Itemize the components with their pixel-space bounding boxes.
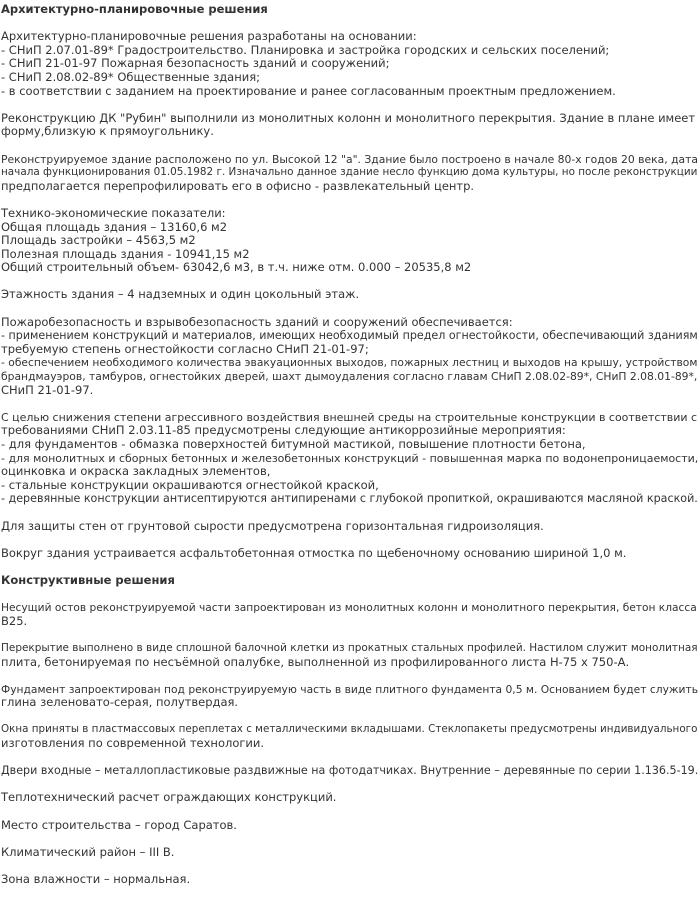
- text-line: - применением конструкций и материалов, имеющих необходимый предел огнестойкости, обеспечивающий зданиям: [1, 329, 698, 343]
- text-line: - обеспечением необходимого количества эвакуационных выходов, пожарных лестниц и выходов на крышу, устройством: [1, 356, 698, 370]
- text-line: Общий строительный объем- 63042,6 м3, в т.ч. ниже отм. 0.000 – 20535,8 м2: [1, 260, 472, 275]
- text-line: Двери входные – металлопластиковые раздвижные на фотодатчиках. Внутренние – деревянные по серии 1.136.5-19.: [1, 764, 699, 778]
- text-line: Несущий остов реконструируемой части запроектирован из монолитных колонн и монолитного перекрытия, бетон класса: [1, 601, 697, 615]
- text-line: - СНиП 2.08.02-89* Общественные здания;: [1, 69, 261, 84]
- text-line: - для монолитных и сборных бетонных и железобетонных конструкций - повышенная марка по водонепроницаемости,: [1, 451, 699, 465]
- text-line: Реконструкцию ДК "Рубин" выполнили из монолитных колонн и монолитного перекрытия. Здание в плане имеет: [1, 110, 696, 125]
- paragraph: [1, 601, 700, 628]
- text-line: - СНиП 21-01-97 Пожарная безопасность зданий и сооружений;: [1, 56, 390, 71]
- text-line: - СНиП 2.07.01-89* Градостроительство. Планировка и застройка городских и сельских поселений;: [1, 42, 610, 57]
- paragraph: [1, 411, 700, 506]
- paragraph: [1, 520, 700, 534]
- paragraph: [1, 547, 700, 561]
- text-line: Теплотехнический расчет ограждающих конструкций.: [1, 790, 337, 805]
- text-line: Окна приняты в пластмассовых переплетах с металлическими вкладышами. Стеклопакеты предусмотрены индивидуального: [1, 723, 698, 736]
- text-line: Общая площадь здания – 13160,6 м2: [1, 219, 228, 234]
- text-line: - в соответствии с заданием на проектирование и ранее согласованным проектным предложением.: [1, 83, 616, 98]
- text-line: Фундамент запроектирован под реконструируемую часть в виде плитного фундамента 0,5 м. Основанием будет служить: [1, 682, 699, 696]
- text-line: начала функционирования 01.05.1982 г. Изначально данное здание несло функцию дома культуры, но после реконструкции: [1, 166, 698, 179]
- text-line: Полезная площадь здания - 10941,15 м2: [1, 246, 250, 261]
- text-line: - для фундаментов - обмазка поверхностей битумной мастикой, повышение плотности бетона,: [1, 437, 586, 451]
- paragraph: [1, 846, 700, 860]
- text-line: Архитектурно-планировочные решения разработаны на основании:: [1, 29, 417, 44]
- text-line: Место строительства – город Саратов.: [1, 817, 237, 832]
- text-line: оцинковка и окраска закладных элементов,: [1, 464, 271, 479]
- text-line: С целью снижения степени агрессивного воздействия внешней среды на строительные конструкции в соответствии с: [1, 410, 698, 424]
- text-line: Перекрытие выполнено в виде сплошной балочной клетки из прокатных стальных профилей. Настилом служит монолитная: [1, 641, 698, 654]
- section-heading-architecture: Архитектурно-планировочные решения: [1, 2, 268, 16]
- text-line: изготовления по современной технологии.: [1, 736, 265, 751]
- paragraph: [1, 819, 700, 833]
- paragraph: [1, 153, 700, 194]
- paragraph: [1, 30, 700, 98]
- text-line: Для защиты стен от грунтовой сырости предусмотрена горизонтальная гидроизоляция.: [1, 518, 544, 533]
- paragraph: [1, 642, 700, 669]
- text-line: плита, бетонируемая по несъёмной опалубке, выполненной из профилированного листа Н-75 х 750-А.: [1, 654, 630, 669]
- text-line: Площадь застройки – 4563,5 м2: [1, 233, 196, 248]
- text-line: Этажность здания – 4 надземных и один цокольный этаж.: [1, 287, 360, 302]
- paragraph: [1, 764, 700, 778]
- text-line: Зона влажности – нормальная.: [1, 872, 191, 886]
- text-line: требуемую степень огнестойкости согласно СНиП 21-01-97;: [1, 341, 369, 356]
- text-line: - стальные конструкции окрашиваются огнестойкой краской,: [1, 477, 379, 492]
- text-line: Климатический район – III В.: [1, 844, 175, 859]
- text-line: требованиями СНиП 2.03.11-85 предусмотрены следующие антикоррозийные мероприятия:: [1, 423, 566, 438]
- text-line: СНиП 21-01-97.: [1, 382, 94, 397]
- text-line: брандмауэров, тамбуров, огнестойких дверей, шахт дымоудаления согласно главам СНиП 2.08.02-89*, СНиП 2.08.01-89*,: [1, 370, 698, 384]
- section-heading-structural: Конструктивные решения: [1, 572, 175, 587]
- text-line: предполагается перепрофилировать его в офисно - развлекательный центр.: [1, 178, 475, 193]
- paragraph: [1, 791, 700, 805]
- text-line: Пожаробезопасность и взрывобезопасность зданий и сооружений обеспечивается:: [1, 314, 513, 329]
- paragraph: [1, 288, 700, 302]
- text-line: Технико-экономические показатели:: [1, 205, 226, 220]
- paragraph: [1, 683, 700, 710]
- paragraph: [1, 316, 700, 398]
- text-line: В25.: [1, 613, 28, 628]
- text-line: форму,близкую к прямоугольнику.: [1, 124, 214, 139]
- text-line: глина зеленовато-серая, полутвердая.: [1, 695, 239, 710]
- paragraph: [1, 723, 700, 750]
- paragraph: [1, 207, 700, 275]
- text-line: Реконструируемое здание расположено по ул. Высокой 12 "а". Здание было построено в начале 80-х годов 20 века, дата: [1, 152, 698, 166]
- text-line: Вокруг здания устраивается асфальтобетонная отмостка по щебеночному основанию шириной 1,0 м.: [1, 545, 627, 560]
- paragraph: [1, 112, 700, 139]
- paragraph: [1, 873, 700, 887]
- text-line: - деревянные конструкции антисептируются антипиренами с глубокой пропиткой, окрашиваются масляной краской.: [1, 492, 698, 506]
